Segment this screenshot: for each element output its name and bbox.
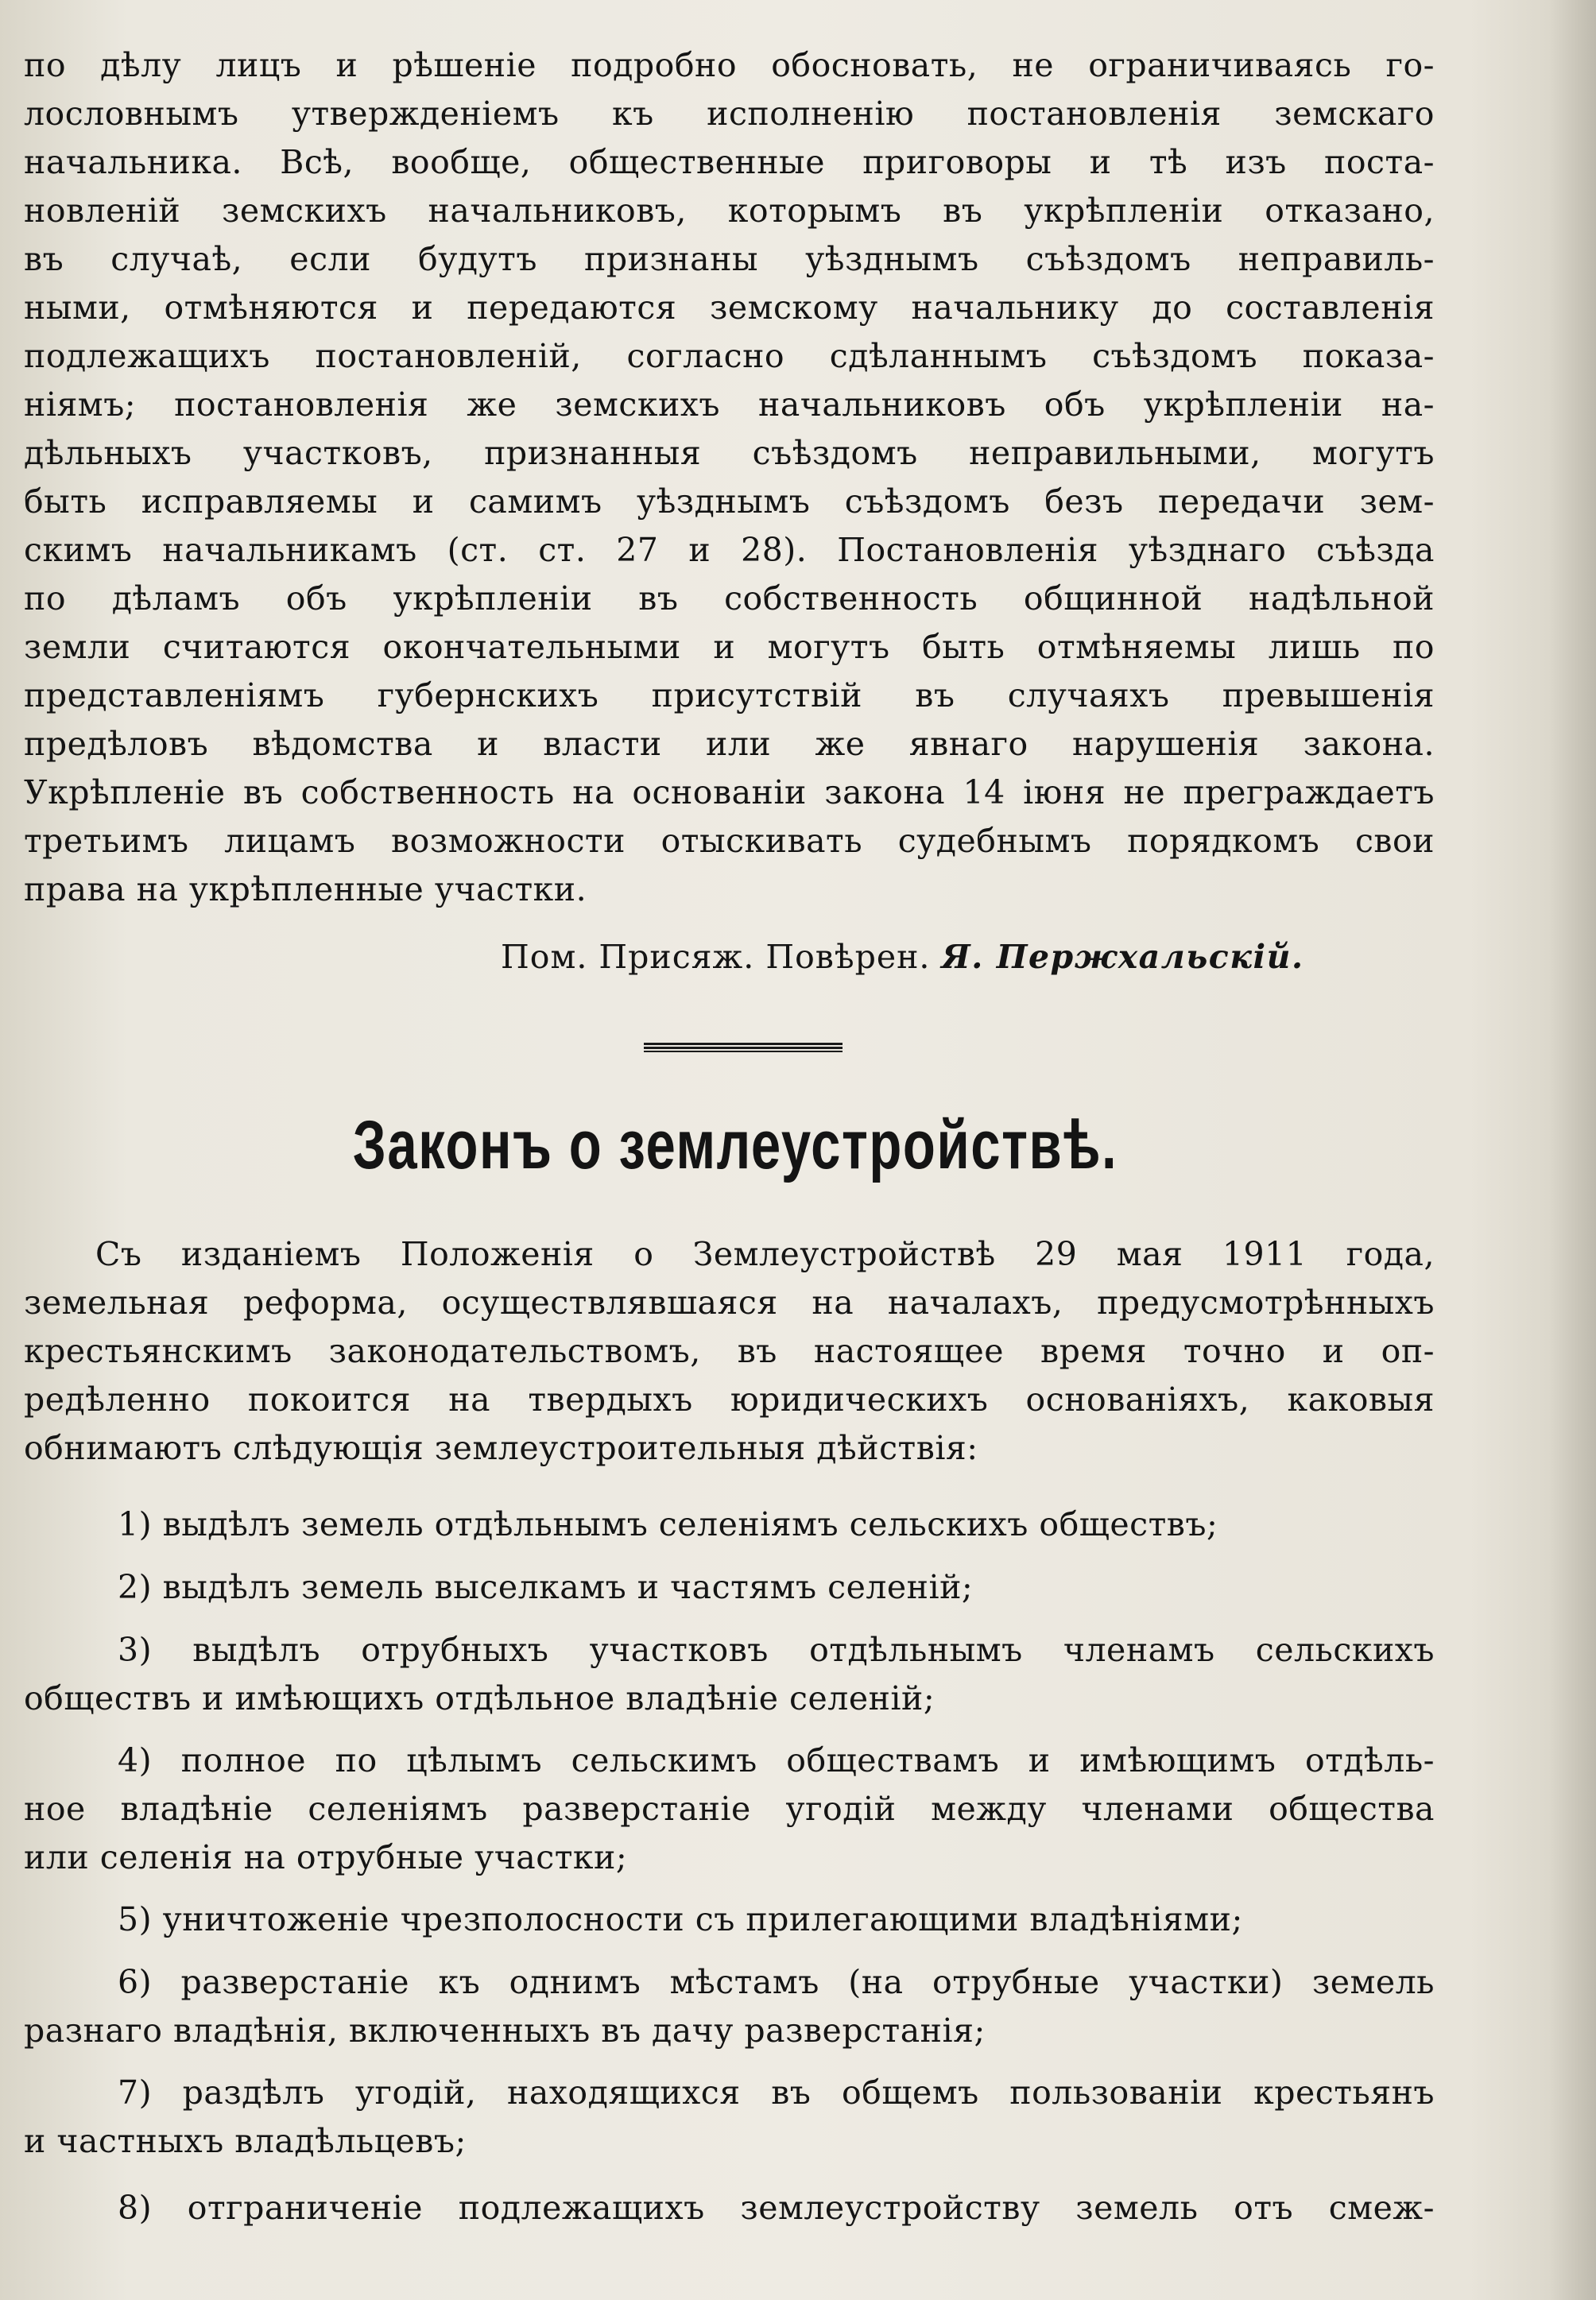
signature-title: Пом. Присяж. Повѣрен. [501, 938, 931, 976]
text-line: земли считаются окончательными и могутъ быть отмѣняемы лишь по [24, 628, 1435, 666]
text-line: третьимъ лицамъ возможности отыскивать судебнымъ порядкомъ свои [24, 822, 1435, 860]
text-line: начальника. Всѣ, вообще, общественные приговоры и тѣ изъ поста- [24, 143, 1435, 181]
text-line: по дѣламъ объ укрѣпленіи въ собственность общинной надѣльной [24, 579, 1435, 618]
page-edge-shadow [1548, 0, 1596, 2300]
text-line: лословнымъ утвержденіемъ къ исполненію постановленія земскаго [24, 95, 1435, 133]
text-line: права на укрѣпленные участки. [24, 870, 587, 908]
text-line: обществъ и имѣющихъ отдѣльное владѣніе селеній; [24, 1679, 936, 1717]
text-line: скимъ начальникамъ (ст. ст. 27 и 28). Постановленія уѣзднаго съѣзда [24, 531, 1435, 569]
text-line: 2) выдѣлъ земель выселкамъ и частямъ селеній; [118, 1568, 974, 1606]
text-line: ніямъ; постановленія же земскихъ начальниковъ объ укрѣпленіи на- [24, 385, 1435, 424]
text-line: ными, отмѣняются и передаются земскому начальнику до составленія [24, 288, 1435, 327]
signature-author: Я. Пержхальскій. [941, 938, 1304, 976]
text-line: и частныхъ владѣльцевъ; [24, 2122, 467, 2160]
text-line: 8) отграниченіе подлежащихъ землеустройству земель отъ смеж- [118, 2189, 1435, 2227]
list-item [24, 1958, 1435, 2055]
text-line: 3) выдѣлъ отрубныхъ участковъ отдѣльнымъ членамъ сельскихъ [118, 1631, 1435, 1669]
text-line: Съ изданіемъ Положенія о Землеустройствѣ 29 мая 1911 года, [95, 1235, 1435, 1273]
text-line: 5) уничтоженіе чрезполосности съ прилегающими владѣніями; [118, 1900, 1243, 1938]
text-line: по дѣлу лицъ и рѣшеніе подробно обосновать, не ограничиваясь го- [24, 46, 1435, 84]
text-line: 7) раздѣлъ угодій, находящихся въ общемъ пользованіи крестьянъ [118, 2073, 1435, 2112]
signature [501, 938, 1304, 976]
list-item [24, 1563, 1435, 1612]
text-line: 1) выдѣлъ земель отдѣльнымъ селеніямъ сельскихъ обществъ; [118, 1505, 1218, 1543]
list-item [24, 2184, 1435, 2232]
text-line: 6) разверстаніе къ однимъ мѣстамъ (на отрубные участки) земель [118, 1963, 1435, 2001]
list-item [24, 1626, 1435, 1723]
text-line: быть исправляемы и самимъ уѣзднымъ съѣздомъ безъ передачи зем- [24, 482, 1435, 521]
list-item [24, 1895, 1435, 1944]
section-title: Законъ о землеустройствѣ. [352, 1107, 1118, 1183]
text-line: крестьянскимъ законодательствомъ, въ настоящее время точно и оп- [24, 1332, 1435, 1370]
text-line: обнимаютъ слѣдующія землеустроительныя дѣйствія: [24, 1429, 978, 1467]
list-item [24, 1737, 1435, 1882]
text-line: земельная реформа, осуществлявшаяся на началахъ, предусмотрѣнныхъ [24, 1284, 1435, 1322]
text-line: или селенія на отрубные участки; [24, 1838, 628, 1876]
text-line: предѣловъ вѣдомства и власти или же явнаго нарушенія закона. [24, 725, 1435, 763]
text-line: подлежащихъ постановленій, согласно сдѣланнымъ съѣздомъ показа- [24, 337, 1435, 375]
text-line: Укрѣпленіе въ собственность на основаніи закона 14 іюня не преграждаетъ [24, 773, 1435, 811]
text-line: въ случаѣ, если будутъ признаны уѣзднымъ съѣздомъ неправиль- [24, 240, 1435, 278]
top-paragraph [24, 41, 1435, 914]
text-line: редѣленно покоится на твердыхъ юридическихъ основаніяхъ, каковыя [24, 1380, 1435, 1419]
text-line: представленіямъ губернскихъ присутствій въ случаяхъ превышенія [24, 676, 1435, 714]
list-item [24, 1500, 1435, 1549]
section-divider [644, 1043, 843, 1052]
text-line: ное владѣніе селеніямъ разверстаніе угодій между членами общества [24, 1790, 1435, 1828]
text-line: разнаго владѣнія, включенныхъ въ дачу разверстанія; [24, 2012, 986, 2050]
text-line: новленій земскихъ начальниковъ, которымъ въ укрѣпленіи отказано, [24, 192, 1435, 230]
text-line: 4) полное по цѣлымъ сельскимъ обществамъ и имѣющимъ отдѣль- [118, 1741, 1435, 1779]
list-item [24, 2069, 1435, 2166]
text-line: дѣльныхъ участковъ, признанныя съѣздомъ неправильными, могутъ [24, 434, 1435, 472]
intro-paragraph [24, 1230, 1435, 1473]
